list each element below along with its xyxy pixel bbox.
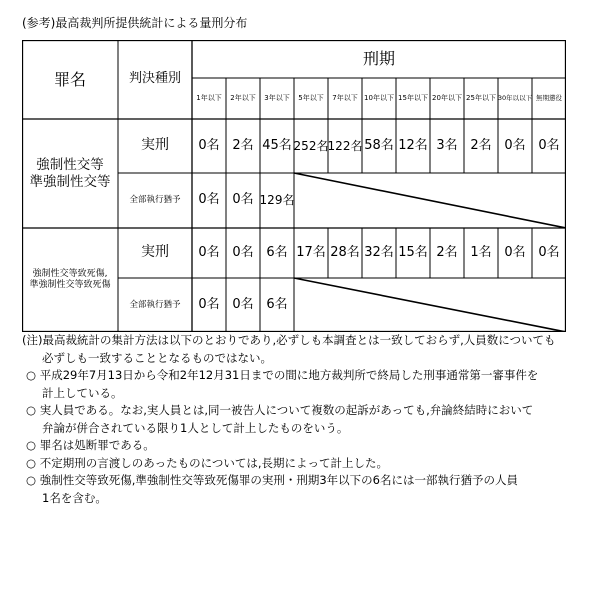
note-item: ○ 罪名は処断罪である。 [26, 438, 155, 452]
table-cell: 12名 [398, 137, 428, 153]
table-cell: 6名 [266, 296, 288, 312]
note-item: ○ 強制性交等致死傷,準強制性交等致死傷罪の実刑・刑期3年以下の6名には一部執行猶予の人員 [26, 473, 518, 487]
verdict-type: 実刑 [141, 244, 169, 261]
header-term: 30年以以下 [497, 94, 533, 103]
note-item: ○ 不定期刑の言渡しのあったものについては,長期によって計上した。 [26, 455, 388, 470]
crime-name-line: 準強制性交等 [29, 173, 111, 190]
table-cell: 0名 [504, 244, 526, 260]
header-term: 7年以下 [332, 94, 358, 103]
table-cell: 0名 [538, 137, 560, 153]
table-cell: 45名 [262, 137, 292, 153]
verdict-type: 全部執行猶予 [129, 195, 181, 206]
table-cell: 0名 [198, 296, 220, 312]
verdict-type: 実刑 [141, 137, 169, 154]
header-term: 15年以下 [398, 94, 428, 103]
header-crime: 罪名 [53, 69, 86, 89]
table-cell: 6名 [266, 244, 288, 260]
diagonal-strike [294, 173, 566, 228]
table-cell: 122名 [327, 138, 363, 153]
crime-name-group-1 [22, 119, 118, 228]
table-cell: 0名 [232, 296, 254, 312]
notes-section [22, 332, 572, 507]
sentencing-table [22, 40, 566, 332]
note-line: 計上している。 [42, 385, 123, 400]
header-term-group: 刑期 [362, 49, 395, 68]
diagonal-strike [294, 278, 566, 332]
header-term: 2年以下 [230, 94, 256, 103]
crime-name-line: 準強制性交等致死傷 [29, 280, 111, 290]
header-verdict: 判決種別 [128, 71, 181, 87]
table-cell: 0名 [232, 192, 254, 208]
page-title: (参考)最高裁判所提供統計による量刑分布 [22, 16, 248, 30]
header-term: 無期懲役 [536, 94, 562, 103]
header-term: 20年以下 [432, 94, 462, 103]
table-cell: 17名 [296, 244, 326, 260]
note-line: (注)最高裁統計の集計方法は以下のとおりであり,必ずしも本調査とは一致しておらず,人員数についても [22, 333, 556, 347]
table-cell: 2名 [232, 137, 254, 153]
table-cell: 0名 [504, 137, 526, 153]
table-cell: 3名 [436, 137, 458, 153]
note-line: 弁論が併合されている限り1人として計上したものをいう。 [42, 420, 349, 435]
header-term: 5年以下 [298, 94, 324, 103]
note-item: ○ 実人員である。なお,実人員とは,同一被告人について複数の起訴があっても,弁論終結時において [26, 403, 534, 417]
table-cell: 0名 [198, 244, 220, 260]
crime-name-group-2 [22, 228, 118, 332]
header-term: 1年以下 [196, 94, 222, 103]
crime-name-line: 強制性交等致死傷, [32, 268, 108, 279]
header-term: 25年以下 [466, 94, 496, 103]
header-term: 3年以下 [264, 94, 290, 103]
header-term: 10年以下 [364, 94, 394, 103]
table-cell: 252名 [293, 138, 329, 153]
table-cell: 2名 [436, 244, 458, 260]
table-cell: 58名 [364, 137, 394, 153]
table-cell: 0名 [198, 137, 220, 153]
table-cell: 1名 [470, 244, 492, 260]
table-cell: 0名 [538, 244, 560, 260]
note-line: 1名を含む。 [42, 490, 107, 505]
note-line: 必ずしも一致することとなるものではない。 [42, 350, 272, 365]
table-cell: 15名 [398, 244, 428, 260]
crime-name-line: 強制性交等 [36, 156, 104, 173]
table-cell: 2名 [470, 137, 492, 153]
table-cell: 32名 [364, 244, 394, 260]
table-cell: 0名 [232, 244, 254, 260]
table-cell: 129名 [259, 193, 295, 207]
table-cell: 0名 [198, 192, 220, 208]
verdict-type: 全部執行猶予 [129, 299, 181, 310]
table-cell: 28名 [330, 244, 360, 260]
note-item: ○ 平成29年7月13日から令和2年12月31日までの間に地方裁判所で終局した刑事通常第一審事件を [26, 368, 539, 382]
